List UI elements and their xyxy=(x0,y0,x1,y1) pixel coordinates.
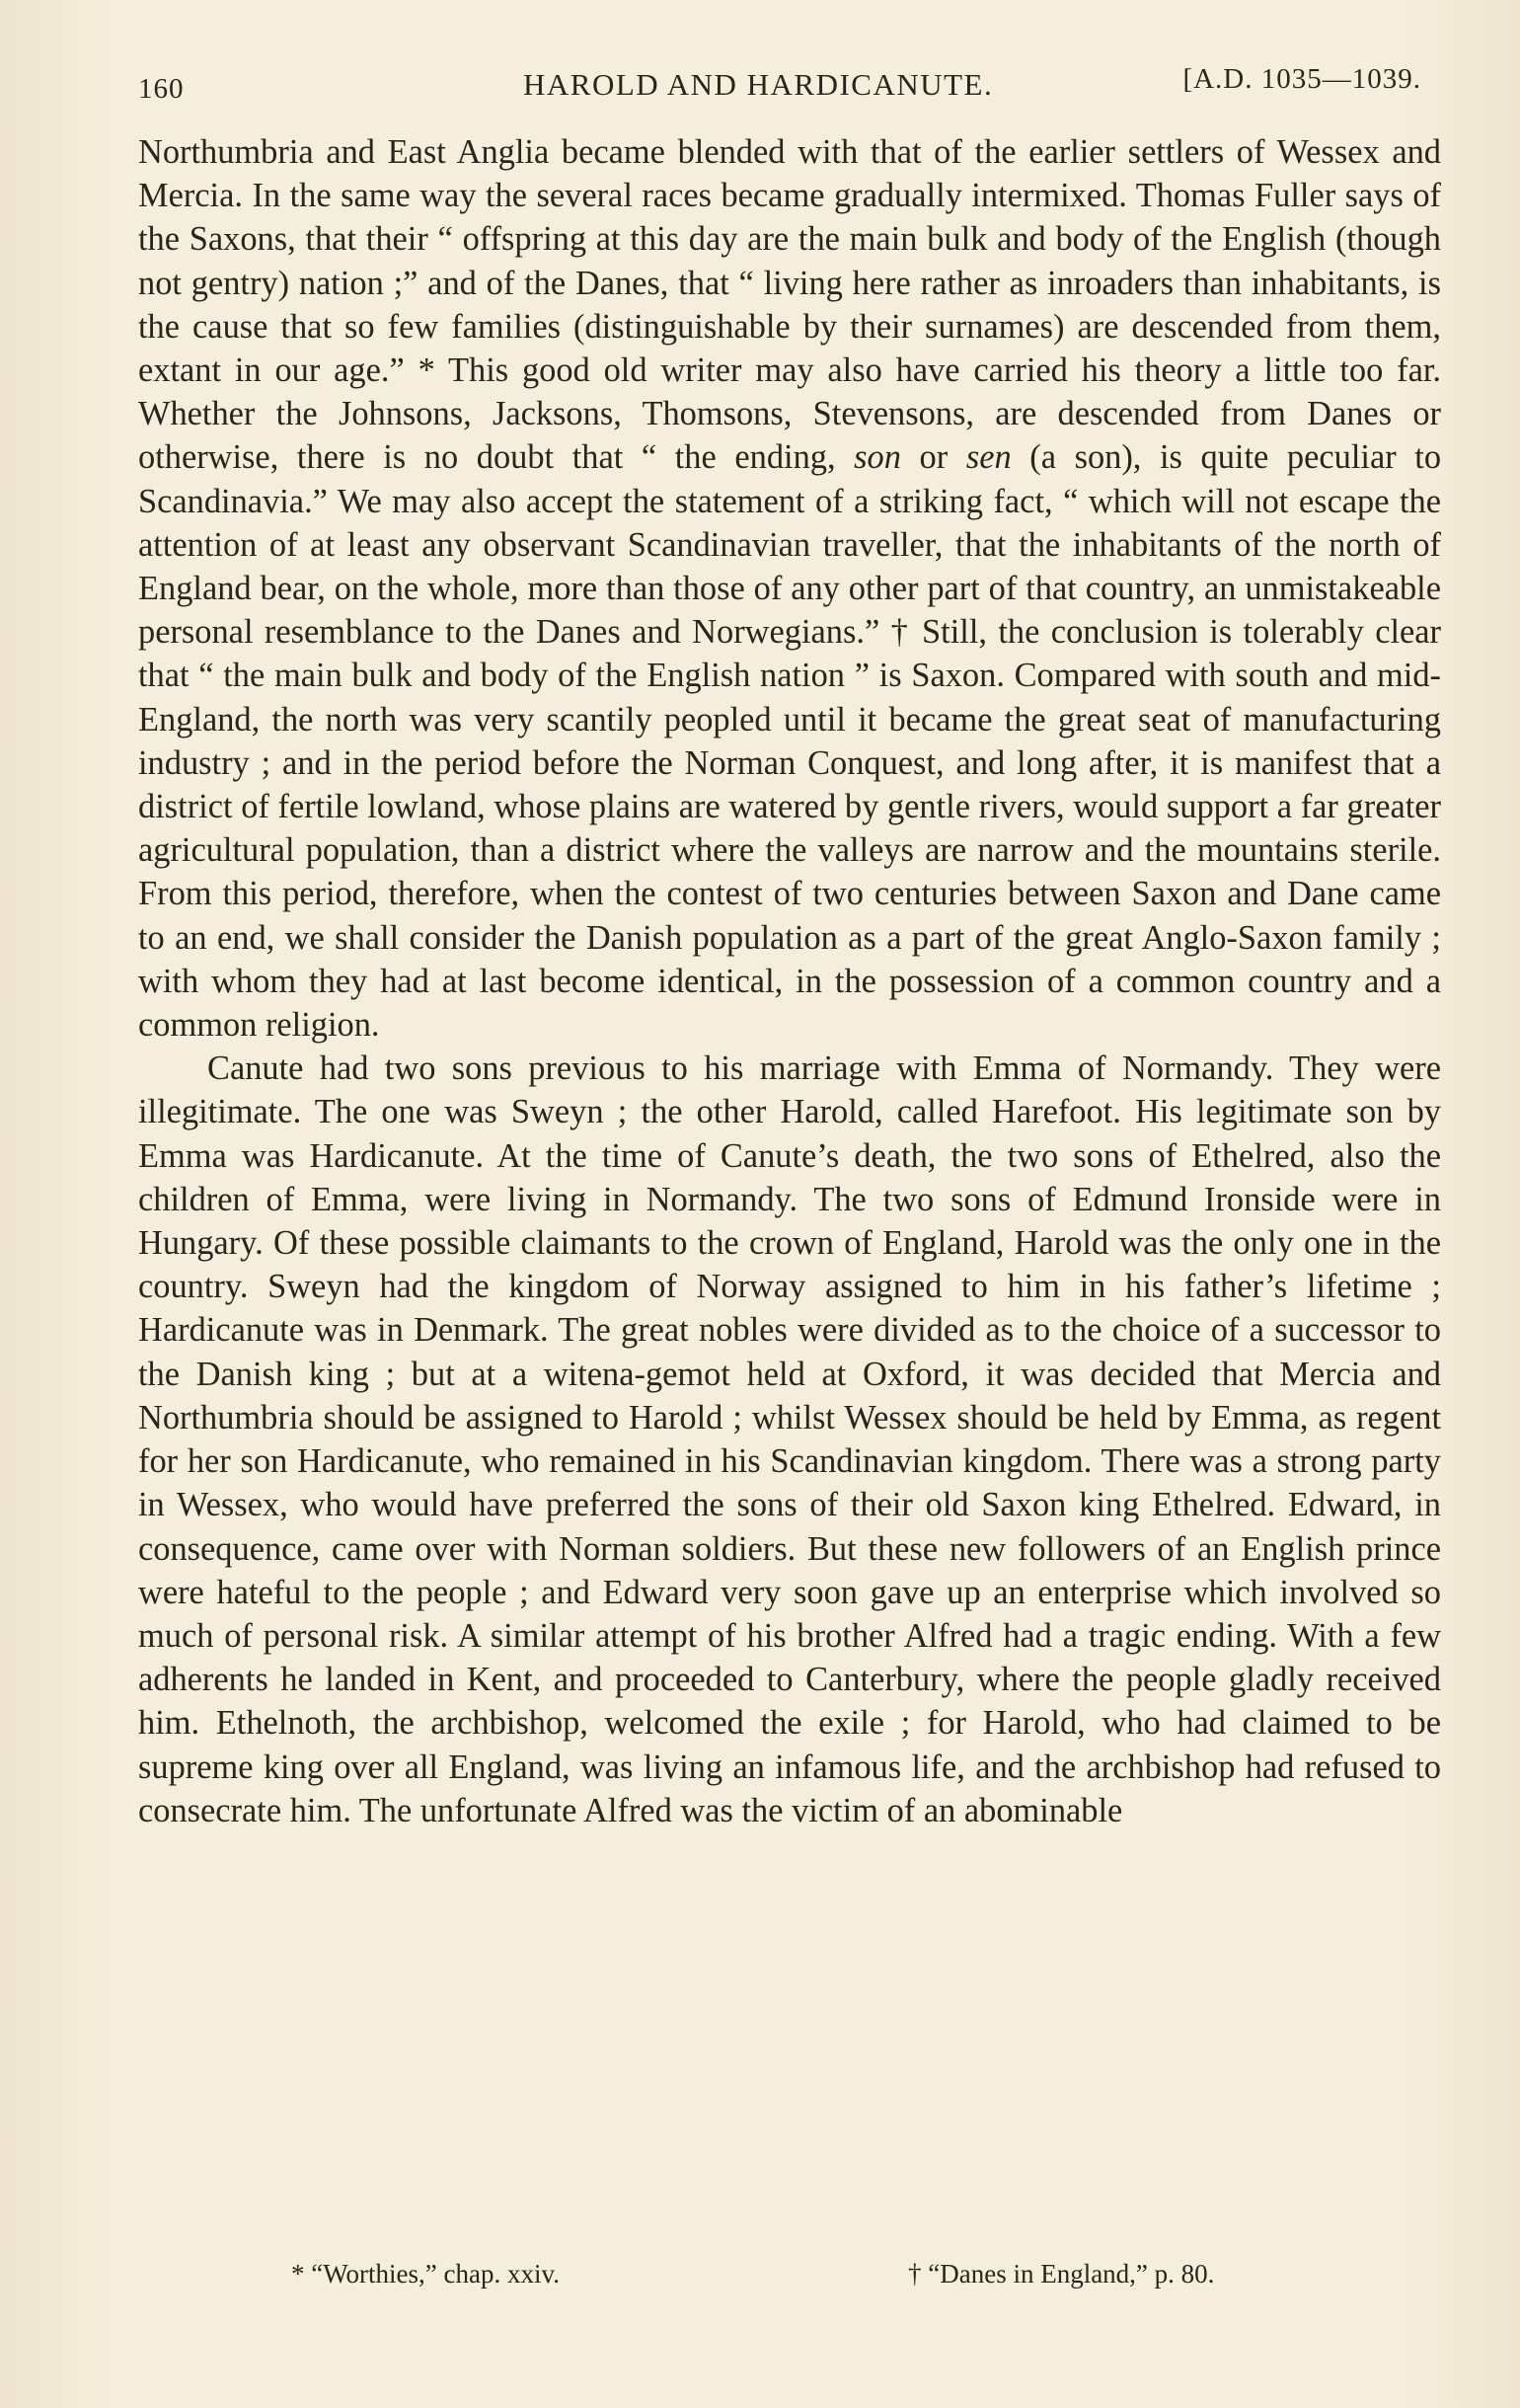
paragraph-1 xyxy=(138,130,1441,1047)
footnotes xyxy=(138,2259,1441,2298)
footnote-1: * “Worthies,” chap. xxiv. xyxy=(291,2259,560,2289)
running-title: HAROLD AND HARDICANUTE. xyxy=(523,67,994,102)
body-text xyxy=(138,130,1441,1832)
footnote-2: † “Danes in England,” p. 80. xyxy=(908,2259,1215,2289)
running-header xyxy=(138,57,1441,107)
text-run: Northumbria and East Anglia became blended with that of the earlier settlers of Wessex and Mercia. In the same way the several races became gradually intermixed. Thomas Fuller says of the Saxons, that their “ offspring at this day are the main bulk and body of the English (though not gentry) nation ;” and of the Danes, that “ living here rather as inroaders than inhabitants, is the cause that so few families (distinguishable by their surnames) are descended from them, extant in our age.” * This good old writer may also have carried his theory a little too far. Whether the Johnsons, Jacksons, Thomsons, Stevensons, are descended from Danes or otherwise, there is no doubt that “ the ending, xyxy=(138,133,1441,477)
text-run: or xyxy=(900,438,966,477)
page-number: 160 xyxy=(138,73,185,105)
italic-term: sen xyxy=(965,438,1012,477)
date-range: [A.D. 1035—1039. xyxy=(1182,63,1421,95)
paragraph-2: Canute had two sons previous to his marriage with Emma of Normandy. They were illegitimate. The one was Sweyn ; the other Harold, called Harefoot. His legitimate son by Emma was Hardicanute. At the time of Canute’s death, the two sons of Ethelred, also the children of Emma, were living in Normandy. The two sons of Edmund Ironside were in Hungary. Of these possible claimants to the crown of England, Harold was the only one in the country. Sweyn had the kingdom of Norway assigned to him in his father’s lifetime ; Hardicanute was in Denmark. The great nobles were divided as to the choice of a successor to the Danish king ; but at a witena-gemot held at Oxford, it was decided that Mercia and Northumbria should be assigned to Harold ; whilst Wessex should be held by Emma, as regent for her son Hardicanute, who remained in his Scandinavian kingdom. There was a strong party in Wessex, who would have preferred the sons of their old Saxon king Ethelred. Edward, in consequence, came over with Norman soldiers. But these new followers of an English prince were hateful to the people ; and Edward very soon gave up an enterprise which involved so much of personal risk. A similar attempt of his brother Alfred had a tragic ending. With a few adherents he landed in Kent, and proceeded to Canterbury, where the people gladly received him. Ethelnoth, the archbishop, welcomed the exile ; for Harold, who had claimed to be supreme king over all England, was living an infamous life, and the archbishop had refused to consecrate him. The unfortunate Alfred was the victim of an abominable xyxy=(138,1049,1441,1829)
italic-term: son xyxy=(854,438,901,477)
text-run: (a son), is quite peculiar to Scandinavia.” We may also accept the statement of a striking fact, “ which will not escape the attention of at least any observant Scandinavian traveller, that the inhabitants of the north of England bear, on the whole, more than those of any other part of that country, an unmistakeable personal resemblance to the Danes and Norwegians.” † Still, the conclusion is tolerably clear that “ the main bulk and body of the English nation ” is Saxon. Compared with south and mid-England, the north was very scantily peopled until it became the great seat of manufacturing industry ; and in the period before the Norman Conquest, and long after, it is manifest that a district of fertile lowland, whose plains are watered by gentle rivers, would support a far greater agricultural population, than a district where the valleys are narrow and the mountains sterile. From this period, therefore, when the contest of two centuries between Saxon and Dane came to an end, we shall consider the Danish population as a part of the great Anglo-Saxon family ; with whom they had at last become identical, in the possession of a common country and a common religion. xyxy=(138,438,1442,1045)
